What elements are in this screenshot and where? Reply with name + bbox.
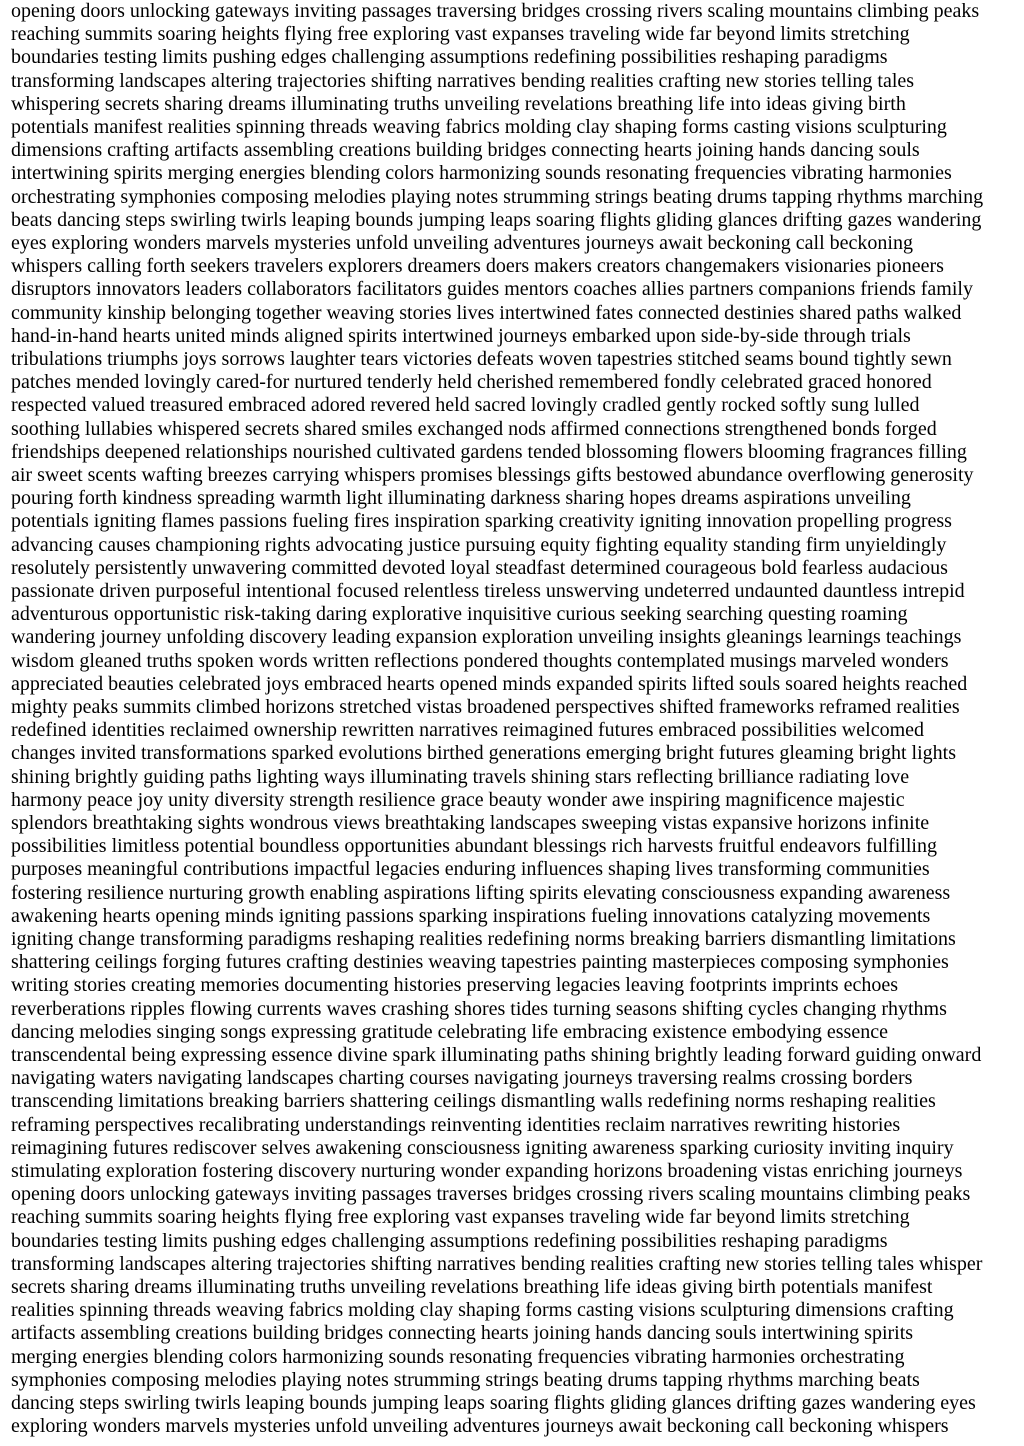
text-line: hand-in-hand hearts united minds aligned spirits intertwined journeys embarked upon side-by-side through trials [11, 324, 911, 347]
text-line: harmony peace joy unity diversity strength resilience grace beauty wonder awe inspiring magnificence majestic [11, 788, 905, 811]
text-line: beats dancing steps swirling twirls leaping bounds jumping leaps soaring flights gliding glances drifting gazes wandering [11, 208, 982, 231]
text-line: secrets sharing dreams illuminating truths unveiling revelations breathing life ideas giving birth potentials manifest [11, 1276, 933, 1298]
text-line: merging energies blending colors harmonizing sounds resonating frequencies vibrating harmonies orchestrating [11, 1345, 905, 1368]
text-line: respected valued treasured embraced adored revered held sacred lovingly cradled gently rocked softly sung lulled [11, 394, 920, 417]
text-line: reaching summits soaring heights flying free exploring vast expanses traveling wide far beyond limits stretching [11, 1206, 910, 1229]
text-line: changes invited transformations sparked evolutions birthed generations emerging bright futures gleaming bright lights [11, 742, 956, 765]
text-line: advancing causes championing rights advocating justice pursuing equity fighting equality standing firm unyieldingly [11, 533, 947, 556]
text-line: boundaries testing limits pushing edges challenging assumptions redefining possibilities reshaping paradigms [11, 46, 888, 69]
text-line: dancing melodies singing songs expressing gratitude celebrating life embracing existence embodying essence [11, 1020, 888, 1043]
text-line: fostering resilience nurturing growth enabling aspirations lifting spirits elevating consciousness expanding awareness [11, 881, 951, 904]
text-line: resolutely persistently unwavering committed devoted loyal steadfast determined courageous bold fearless audacious [11, 556, 948, 579]
text-line: exploring wonders marvels mysteries unfold unveiling adventures journeys await beckoning call beckoning whispers [11, 1415, 949, 1438]
text-line: reverberations ripples flowing currents waves crashing shores tides turning seasons shifting cycles changing rhythms [11, 997, 947, 1020]
text-line: soothing lullabies whispered secrets shared smiles exchanged nods affirmed connections strengthened bonds forged [11, 417, 937, 440]
text-line: possibilities limitless potential boundless opportunities abundant blessings rich harvests fruitful endeavors fulfilling [11, 835, 937, 858]
text-line: igniting change transforming paradigms reshaping realities redefining norms breaking barriers dismantling limitations [11, 928, 956, 950]
text-line: eyes exploring wonders marvels mysteries unfold unveiling adventures journeys await beckoning call beckoning [11, 232, 913, 254]
text-line: tribulations triumphs joys sorrows laughter tears victories defeats woven tapestries stitched seams bound tightly sewn [11, 348, 952, 370]
text-line: splendors breathtaking sights wondrous views breathtaking landscapes sweeping vistas expansive horizons infinite [11, 812, 930, 834]
text-line: transcending limitations breaking barriers shattering ceilings dismantling walls redefining norms reshaping realities [11, 1090, 936, 1113]
text-line: boundaries testing limits pushing edges challenging assumptions redefining possibilities reshaping paradigms [11, 1229, 888, 1252]
text-line: disruptors innovators leaders collaborators facilitators guides mentors coaches allies partners companions friends family [11, 278, 973, 301]
text-line: mighty peaks summits climbed horizons stretched vistas broadened perspectives shifted frameworks reframed realities [11, 696, 960, 718]
text-line: passionate driven purposeful intentional focused relentless tireless unswerving undeterred undaunted dauntless intrepid [11, 580, 965, 602]
text-line: pouring forth kindness spreading warmth light illuminating darkness sharing hopes dreams aspirations unveiling [11, 487, 911, 510]
text-line: opening doors unlocking gateways inviting passages traverses bridges crossing rivers scaling mountains climbing peaks [11, 1183, 971, 1206]
text-line: dimensions crafting artifacts assembling creations building bridges connecting hearts joining hands dancing souls [11, 139, 920, 162]
text-line: wisdom gleaned truths spoken words written reflections pondered thoughts contemplated musings marveled wonders [11, 649, 949, 672]
text-line: redefined identities reclaimed ownership rewritten narratives reimagined futures embraced possibilities welcomed [11, 719, 924, 742]
text-line: symphonies composing melodies playing notes strumming strings beating drums tapping rhythms marching beats [11, 1368, 920, 1391]
text-line: reaching summits soaring heights flying free exploring vast expanses traveling wide far beyond limits stretching [11, 23, 910, 46]
text-line: awakening hearts opening minds igniting passions sparking inspirations fueling innovations catalyzing movements [11, 904, 931, 927]
text-line: community kinship belonging together weaving stories lives intertwined fates connected destinies shared paths walked [11, 301, 962, 324]
text-line: dancing steps swirling twirls leaping bounds jumping leaps soaring flights gliding glances drifting gazes wandering eyes [11, 1392, 976, 1414]
text-line: potentials manifest realities spinning threads weaving fabrics molding clay shaping forms casting visions sculpturing [11, 116, 947, 138]
text-line: friendships deepened relationships nourished cultivated gardens tended blossoming flowers blooming fragrances filling [11, 440, 967, 463]
text-line: intertwining spirits merging energies blending colors harmonizing sounds resonating frequencies vibrating harmonies [11, 162, 952, 185]
text-line: transcendental being expressing essence divine spark illuminating paths shining brightly leading forward guiding onward [11, 1044, 982, 1066]
text-line: orchestrating symphonies composing melodies playing notes strumming strings beating drums tapping rhythms marching [11, 185, 984, 208]
text-line: whispers calling forth seekers travelers explorers dreamers doers makers creators changemakers visionaries pioneers [11, 255, 944, 278]
text-line: shining brightly guiding paths lighting ways illuminating travels shining stars reflecting brilliance radiating love [11, 765, 910, 788]
text-line: transforming landscapes altering trajectories shifting narratives bending realities crafting new stories telling tales whisper [11, 1252, 983, 1275]
text-line: transforming landscapes altering trajectories shifting narratives bending realities crafting new stories telling tales [11, 69, 915, 92]
text-line: writing stories creating memories documenting histories preserving legacies leaving footprints imprints echoes [11, 974, 899, 997]
text-line: navigating waters navigating landscapes charting courses navigating journeys traversing realms crossing borders [11, 1067, 913, 1090]
text-line: shattering ceilings forging futures crafting destinies weaving tapestries painting masterpieces composing symphonies [11, 951, 949, 974]
text-line: adventurous opportunistic risk-taking daring explorative inquisitive curious seeking searching questing roaming [11, 603, 908, 626]
text-line: reframing perspectives recalibrating understandings reinventing identities reclaim narratives rewriting histories [11, 1113, 901, 1136]
text-line: potentials igniting flames passions fueling fires inspiration sparking creativity igniting innovation propelling progress [11, 510, 952, 533]
text-line: appreciated beauties celebrated joys embraced hearts opened minds expanded spirits lifted souls soared heights reached [11, 672, 968, 695]
text-line: purposes meaningful contributions impactful legacies enduring influences shaping lives transforming communities [11, 858, 930, 881]
text-line: realities spinning threads weaving fabrics molding clay shaping forms casting visions sculpturing dimensions crafting [11, 1299, 954, 1322]
text-line: opening doors unlocking gateways inviting passages traversing bridges crossing rivers scaling mountains climbing peaks [11, 0, 980, 22]
text-line: air sweet scents wafting breezes carrying whispers promises blessings gifts bestowed abundance overflowing generosity [11, 464, 974, 486]
text-line: whispering secrets sharing dreams illuminating truths unveiling revelations breathing life into ideas giving birth [11, 92, 906, 115]
text-line: stimulating exploration fostering discovery nurturing wonder expanding horizons broadening vistas enriching journeys [11, 1160, 963, 1182]
text-line: patches mended lovingly cared-for nurtured tenderly held cherished remembered fondly celebrated graced honored [11, 371, 932, 394]
text-line: artifacts assembling creations building bridges connecting hearts joining hands dancing souls intertwining spirits [11, 1322, 914, 1345]
text-line: reimagining futures rediscover selves awakening consciousness igniting awareness sparking curiosity inviting inquiry [11, 1136, 954, 1159]
text-line: wandering journey unfolding discovery leading expansion exploration unveiling insights gleanings learnings teachings [11, 626, 962, 649]
